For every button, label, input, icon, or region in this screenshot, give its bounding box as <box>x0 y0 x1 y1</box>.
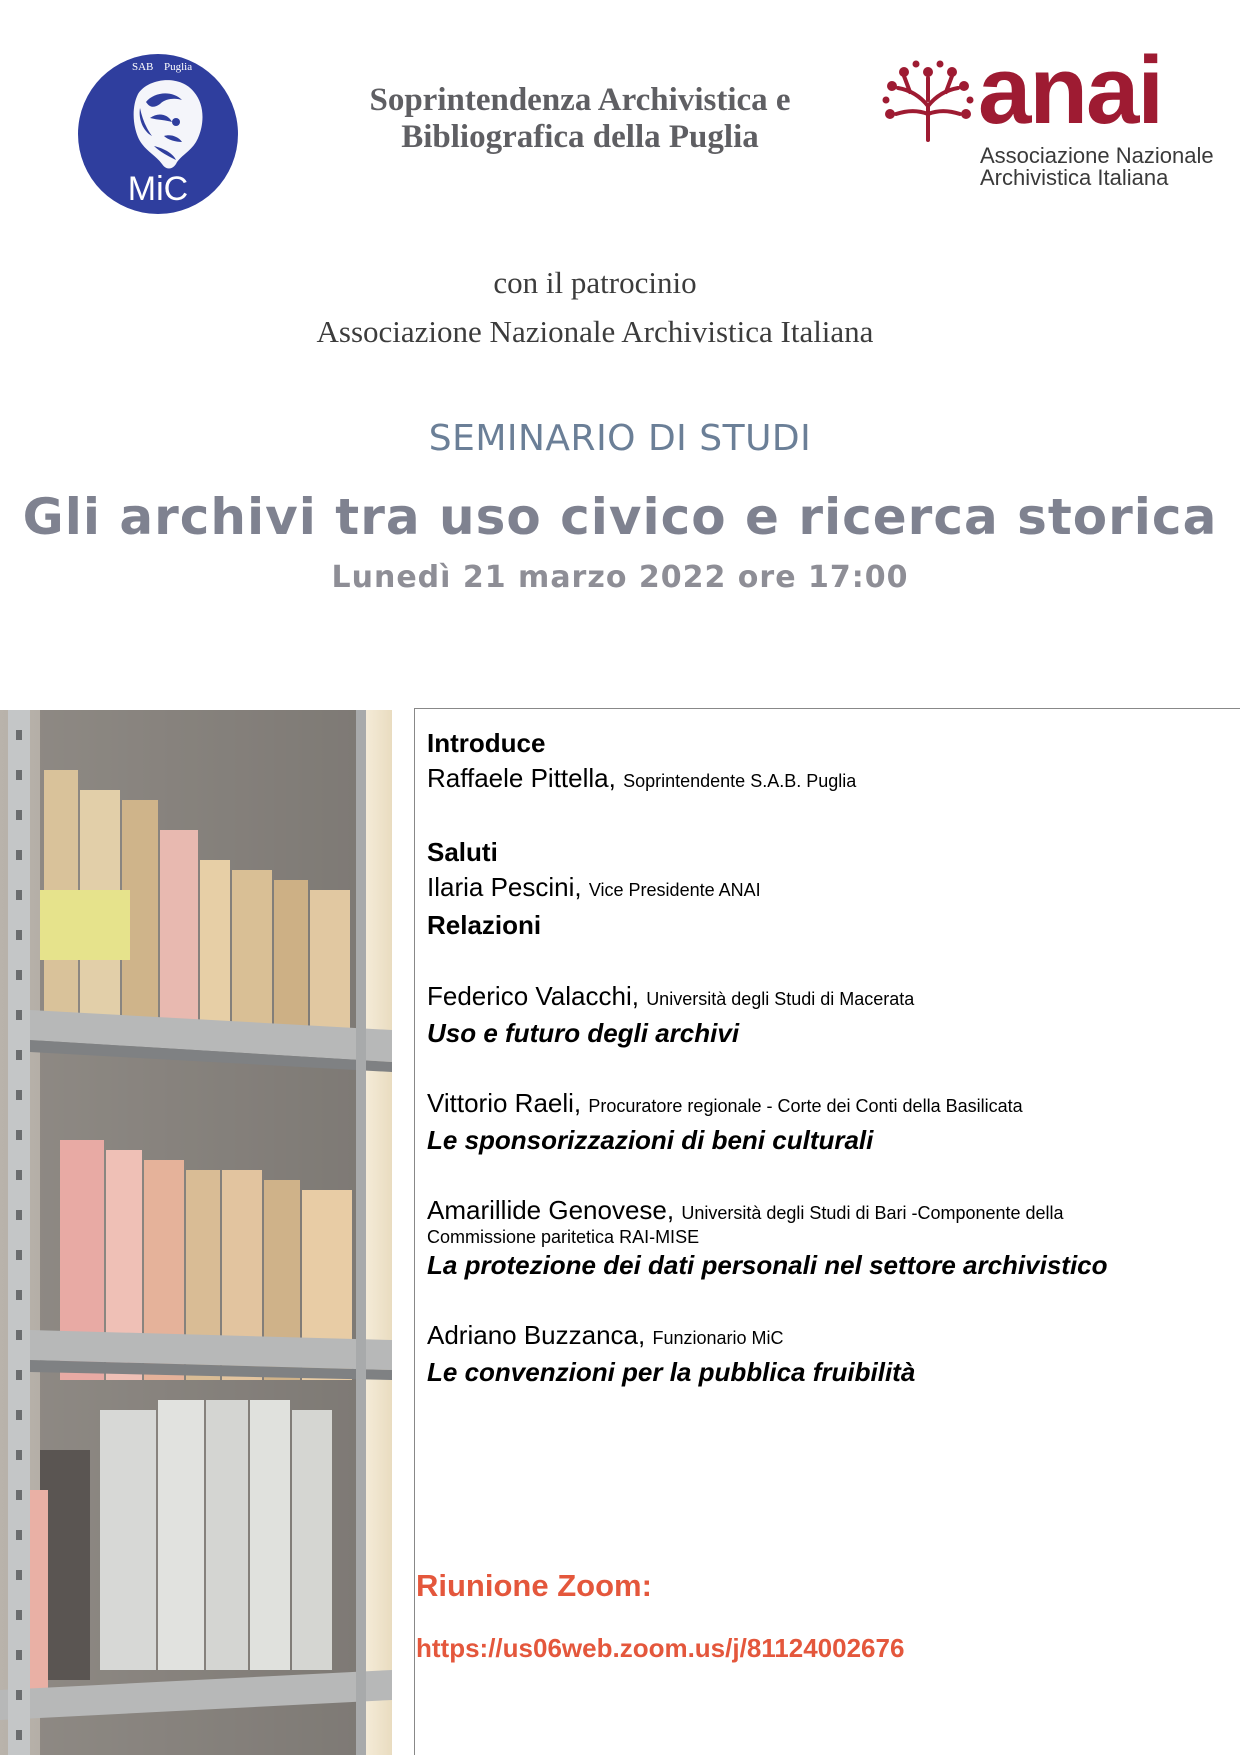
talk-item <box>427 979 1230 1050</box>
talk-title: La protezione dei dati personali nel settore archivistico <box>427 1250 1108 1280</box>
event-date: Lunedì 21 marzo 2022 ore 17:00 <box>331 560 909 595</box>
talk-item <box>427 1086 1230 1157</box>
speaker-name: Amarillide Genovese, <box>427 1195 675 1225</box>
talk-speaker <box>427 1086 1230 1123</box>
mic-logo <box>76 52 240 216</box>
mic-logo-puglia-text: Puglia <box>164 61 193 73</box>
zoom-link[interactable]: https://us06web.zoom.us/j/81124002676 <box>416 1633 905 1663</box>
mic-logo-mic-text: MiC <box>127 170 189 208</box>
speaker-name: Vittorio Raeli, <box>427 1088 582 1118</box>
anai-wordmark: anai <box>978 37 1163 144</box>
anai-subtitle <box>980 145 1214 189</box>
speaker-role: Vice Presidente ANAI <box>588 880 761 900</box>
zoom-label: Riunione Zoom: <box>416 1568 652 1603</box>
introduce-heading: Introduce <box>427 728 546 758</box>
patronage-line-2: Associazione Nazionale Archivistica Italiana <box>316 314 874 349</box>
introduce-speaker <box>427 761 1230 798</box>
speaker-role: Soprintendente S.A.B. Puglia <box>623 771 857 791</box>
sab-title <box>300 82 860 156</box>
speaker-name: Ilaria Pescini, <box>427 872 582 902</box>
patronage-line-1: con il patrocinio <box>493 265 697 300</box>
speaker-name: Adriano Buzzanca, <box>427 1320 646 1350</box>
anai-tree-icon <box>880 60 976 142</box>
speaker-name: Federico Valacchi, <box>427 981 639 1011</box>
talk-speaker <box>427 1193 1230 1230</box>
mic-logo-sab-text: SAB <box>132 61 154 73</box>
program-content <box>427 725 1230 1389</box>
sab-title-line-2: Bibliografica della Puglia <box>401 119 759 155</box>
speaker-role: Procuratore regionale - Corte dei Conti della Basilicata <box>588 1096 1023 1116</box>
speaker-name: Raffaele Pittella, <box>427 763 616 793</box>
relazioni-heading: Relazioni <box>427 910 542 940</box>
event-title: Gli archivi tra uso civico e ricerca storica <box>22 488 1218 546</box>
archive-shelves-photo <box>0 710 392 1755</box>
speaker-role-continued: Commissione paritetica RAI-MISE <box>427 1227 700 1247</box>
talk-title: Uso e futuro degli archivi <box>427 1018 740 1048</box>
seminar-label: SEMINARIO DI STUDI <box>428 418 812 459</box>
saluti-speaker <box>427 870 1230 907</box>
sab-title-line-1: Soprintendenza Archivistica e <box>369 82 791 118</box>
talk-speaker <box>427 979 1230 1016</box>
saluti-heading: Saluti <box>427 837 498 867</box>
speaker-role: Funzionario MiC <box>652 1328 784 1348</box>
patronage <box>0 258 1190 356</box>
anai-subtitle-line-1: Associazione Nazionale <box>980 143 1214 168</box>
speaker-role: Università degli Studi di Bari -Componente della <box>681 1203 1064 1223</box>
talk-item <box>427 1193 1230 1282</box>
talk-title: Le convenzioni per la pubblica fruibilità <box>427 1357 916 1387</box>
speaker-role: Università degli Studi di Macerata <box>646 989 915 1009</box>
talk-title: Le sponsorizzazioni di beni culturali <box>427 1125 874 1155</box>
talk-item <box>427 1318 1230 1389</box>
anai-subtitle-line-2: Archivistica Italiana <box>980 165 1169 190</box>
talk-speaker <box>427 1318 1230 1355</box>
